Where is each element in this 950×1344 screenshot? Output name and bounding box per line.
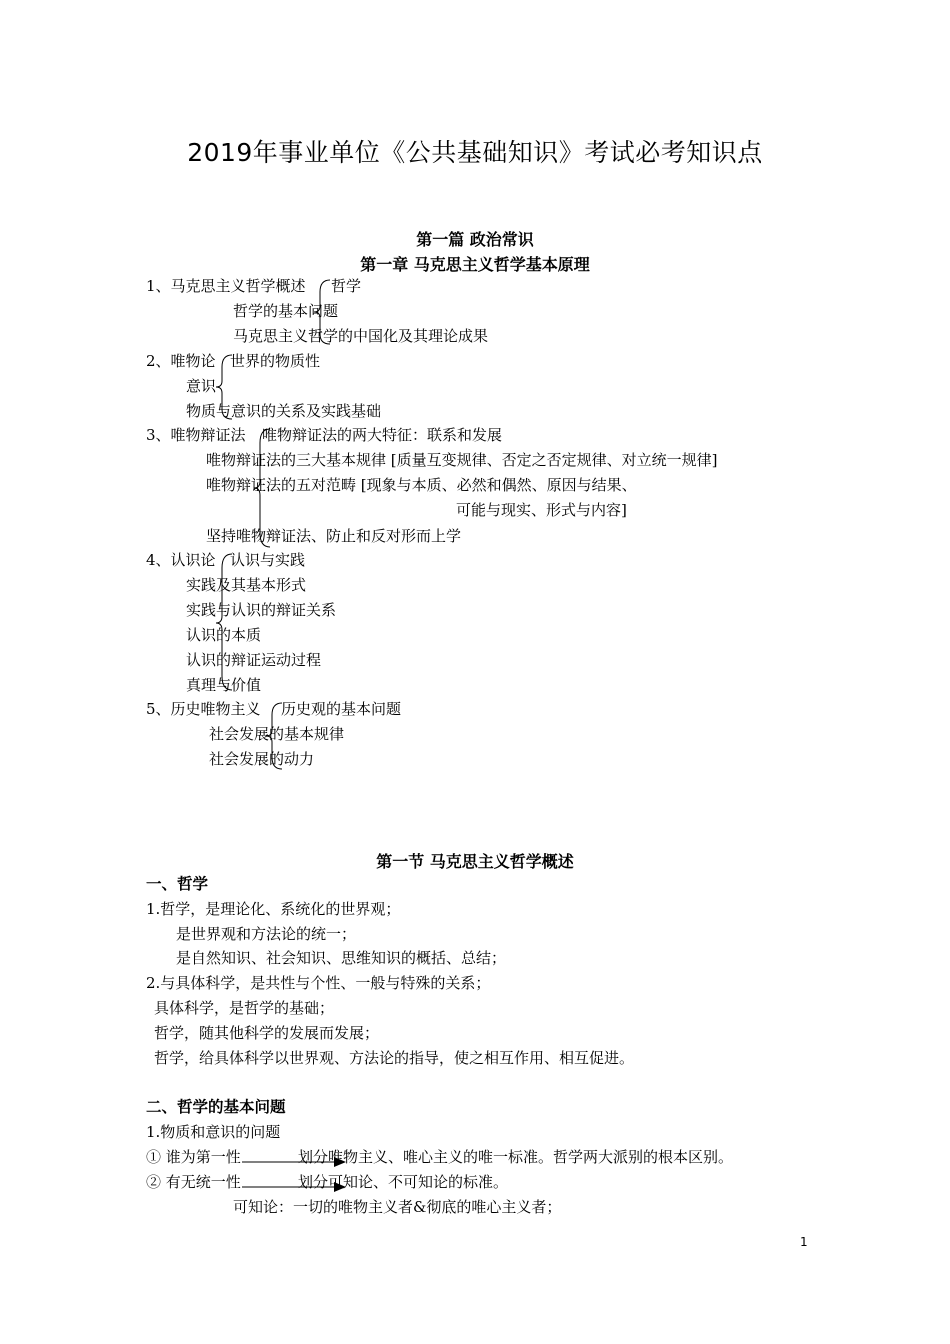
question-label: ① 谁为第一性 [146,1148,241,1166]
outline-2-item: 世界的物质性 [230,352,321,370]
outline-3-item: 坚持唯物辩证法、防止和反对形而上学 [206,527,462,545]
outline-2-item: 意识 [186,377,217,395]
outline-2-item: 物质与意识的关系及实践基础 [186,402,382,420]
brace-4 [212,552,242,694]
text-line: 可知论：一切的唯物主义者&彻底的唯心主义者； [233,1198,562,1216]
text-line: 是自然知识、社会知识、思维知识的概括、总结； [176,949,507,967]
text-line: 具体科学，是哲学的基础； [154,999,335,1017]
brace-5 [262,701,292,773]
outline-3-item: 可能与现实、形式与内容] [456,501,627,519]
text-line: 划分唯物主义、唯心主义的唯一标准。哲学两大派别的根本区别。 [298,1148,734,1166]
outline-3-item: 唯物辩证法的三大基本规律 [质量互变规律、否定之否定规律、对立统一规律] [206,451,718,469]
outline-1-item: 哲学的基本问题 [233,302,339,320]
outline-4-item: 认识与实践 [230,551,306,569]
outline-4-item: 认识的本质 [186,626,262,644]
text-line: 是世界观和方法论的统一； [176,925,357,943]
section-title: 第一节 马克思主义哲学概述 [376,852,574,871]
outline-1-head: 1、马克思主义哲学概述 [146,277,306,295]
outline-3-item: 唯物辩证法的两大特征：联系和发展 [262,426,503,444]
text-line: 1.哲学，是理论化、系统化的世界观； [146,900,401,918]
outline-4-item: 真理与价值 [186,676,262,694]
outline-5-head: 5、历史唯物主义 [146,700,261,718]
outline-3-item: 唯物辩证法的五对范畴 [现象与本质、必然和偶然、原因与结果、 [206,476,637,494]
text-line: 2.与具体科学，是共性与个性、一般与特殊的关系； [146,974,491,992]
outline-4-item: 认识的辩证运动过程 [186,651,322,669]
outline-1-item: 哲学 [331,277,362,295]
subsection-heading: 一、哲学 [146,874,209,893]
text-line: 哲学，随其他科学的发展而发展； [154,1024,380,1042]
outline-4-item: 实践及其基本形式 [186,576,307,594]
text-line: 哲学，给具体科学以世界观、方法论的指导，使之相互作用、相互促进。 [154,1049,635,1067]
outline-3-head: 3、唯物辩证法 [146,426,246,444]
outline-1-item: 马克思主义哲学的中国化及其理论成果 [233,327,489,345]
text-line: 1.物质和意识的问题 [146,1123,281,1141]
document-title: 2019年事业单位《公共基础知识》考试必考知识点 [187,138,763,167]
part-title: 第一篇 政治常识 [416,230,534,249]
chapter-title: 第一章 马克思主义哲学基本原理 [360,255,590,274]
text-line: 划分可知论、不可知论的标准。 [298,1173,509,1191]
outline-4-item: 实践与认识的辩证关系 [186,601,337,619]
question-label: ② 有无统一性 [146,1173,241,1191]
page-number: 1 [800,1235,808,1249]
outline-4-head: 4、认识论 [146,551,216,569]
brace-3 [250,427,280,551]
outline-5-item: 历史观的基本问题 [281,700,402,718]
brace-2 [212,353,242,423]
outline-5-item: 社会发展的基本规律 [209,725,345,743]
outline-2-head: 2、唯物论 [146,352,216,370]
brace-1 [310,278,340,348]
outline-5-item: 社会发展的动力 [209,750,315,768]
subsection-heading: 二、哲学的基本问题 [146,1097,286,1116]
